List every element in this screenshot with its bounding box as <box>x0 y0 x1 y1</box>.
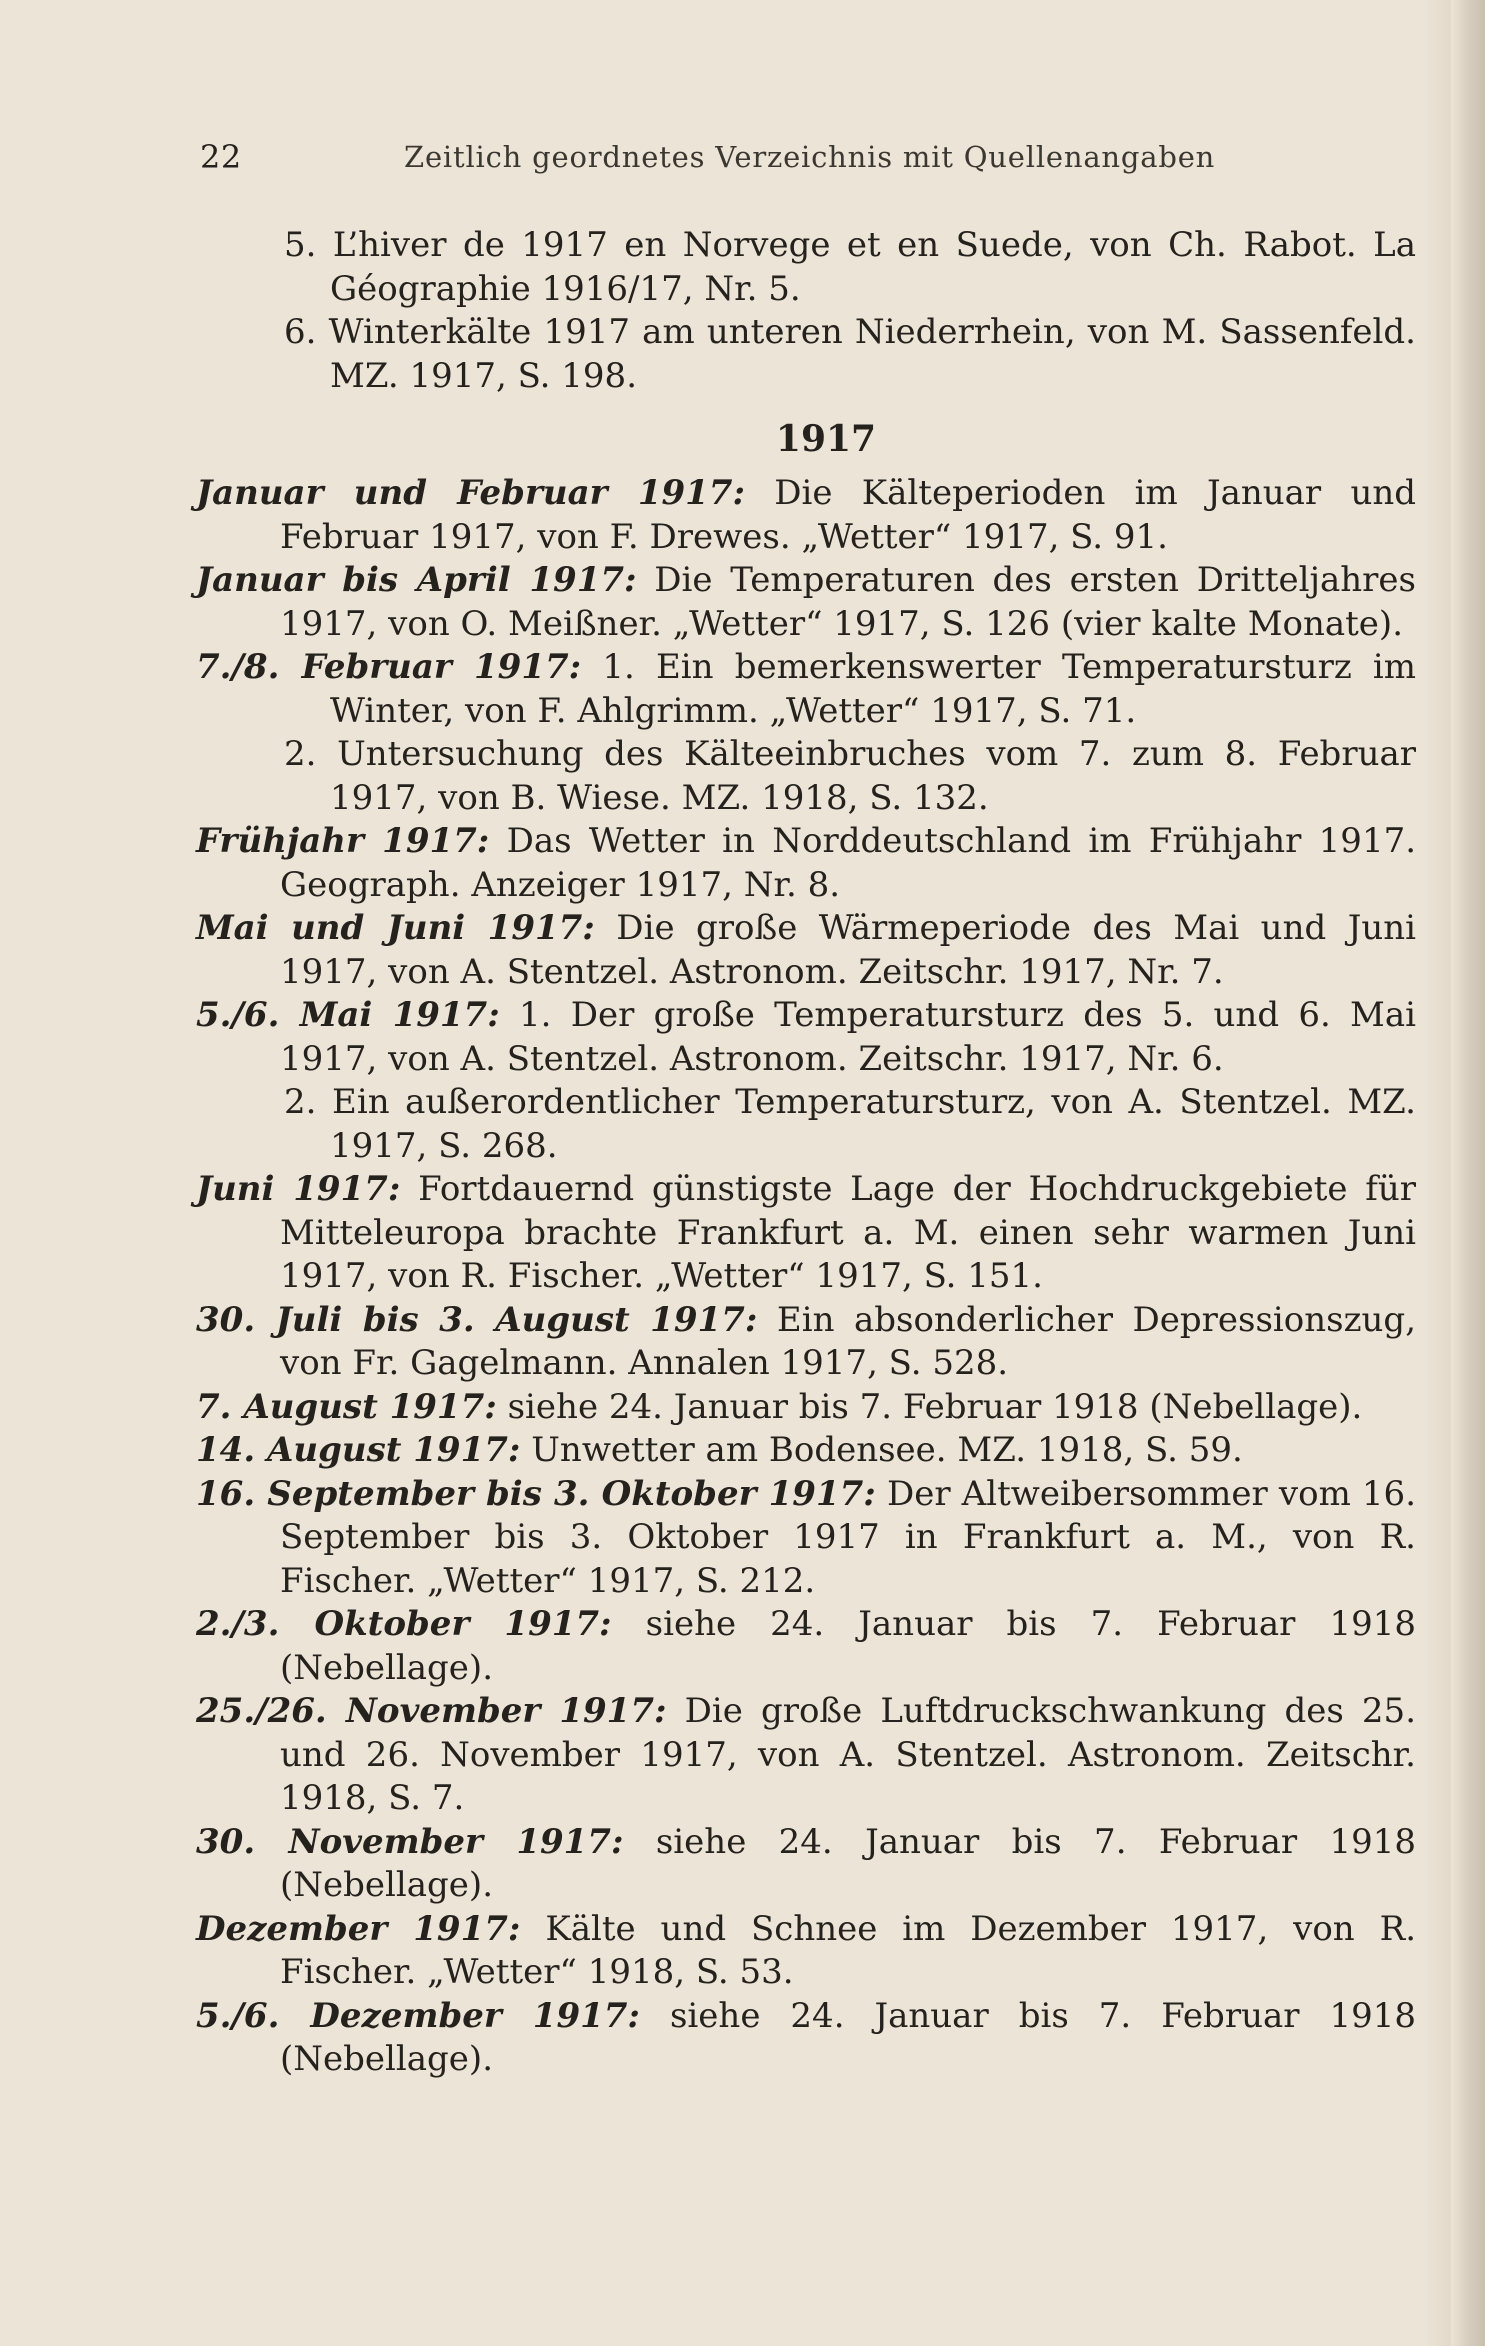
entry-text: siehe 24. Januar bis 7. Februar 1918 (Nebellage). <box>280 1604 1416 1688</box>
entry-text: Die Kälteperioden im Januar und Februar 1917, von F. Drewes. „Wetter“ 1917, S. 91. <box>280 473 1416 557</box>
entry <box>196 472 1416 559</box>
page-edge <box>1451 0 1485 2346</box>
entry-date: Januar und Februar 1917: <box>196 473 745 513</box>
entry-text: 1. Ein bemerkenswerter Temperatursturz im Winter, von F. Ahlgrimm. „Wetter“ 1917, S. 71. <box>330 647 1416 731</box>
entry <box>196 1081 1416 1168</box>
page-number: 22 <box>200 138 242 176</box>
entry <box>196 820 1416 907</box>
entry-date: Juni 1917: <box>196 1169 401 1209</box>
entry <box>196 1299 1416 1386</box>
running-head <box>200 138 1280 182</box>
header-title: Zeitlich geordnetes Verzeichnis mit Quellenangaben <box>404 140 1216 174</box>
entry-text: Unwetter am Bodensee. MZ. 1918, S. 59. <box>520 1430 1243 1470</box>
entry-date: 30. November 1917: <box>196 1821 624 1862</box>
entry-text: Die Temperaturen des ersten Dritteljahres 1917, von O. Meißner. „Wetter“ 1917, S. 126 (vier kalte Monate). <box>280 560 1417 644</box>
entry-date: 2./3. Oktober 1917: <box>196 1604 612 1644</box>
entry-date: Dezember 1917: <box>196 1908 521 1949</box>
entry <box>196 559 1416 646</box>
entry-date: 5./6. Mai 1917: <box>196 995 500 1035</box>
entry-text: Das Wetter in Norddeutschland im Frühjahr 1917. Geograph. Anzeiger 1917, Nr. 8. <box>280 821 1417 905</box>
entry-text: Fortdauernd günstigste Lage der Hochdruckgebiete für Mitteleuropa brachte Frankfurt a. M. einen sehr warmen Juni 1917, von R. Fischer. „Wetter“ 1917, S. 151. <box>280 1169 1416 1296</box>
entry-text: Der Altweibersommer vom 16. September bis 3. Oktober 1917 in Frankfurt a. M., von R. Fischer. „Wetter“ 1917, S. 212. <box>280 1473 1416 1601</box>
entry-text: 2. Untersuchung des Kälteeinbruches vom 7. zum 8. Februar 1917, von B. Wiese. MZ. 1918, S. 132. <box>284 734 1416 818</box>
entry-date: 7./8. Februar 1917: <box>196 647 582 687</box>
entry-date: 14. August 1917: <box>196 1430 521 1470</box>
text-block <box>196 224 1416 2082</box>
entry <box>196 1690 1416 1821</box>
entry <box>196 1168 1416 1299</box>
entry <box>196 1386 1416 1430</box>
item-text: 6. Winterkälte 1917 am unteren Niederrhein, von M. Sassenfeld. MZ. 1917, S. 198. <box>284 312 1416 396</box>
entry <box>196 1603 1416 1690</box>
entry-text: 1. Der große Temperatursturz des 5. und 6. Mai 1917, von A. Stentzel. Astronom. Zeitschr. 1917, Nr. 6. <box>280 995 1416 1079</box>
page-shadow <box>1421 0 1451 2346</box>
list-item <box>196 224 1416 311</box>
entry-date: 16. September bis 3. Oktober 1917: <box>196 1473 876 1514</box>
item-text: 5. L’hiver de 1917 en Norvege et en Suede, von Ch. Rabot. La Géographie 1916/17, Nr. 5. <box>284 225 1416 309</box>
entry-text: Kälte und Schnee im Dezember 1917, von R. Fischer. „Wetter“ 1918, S. 53. <box>280 1908 1416 1992</box>
entry <box>196 733 1416 820</box>
entry-text: Ein absonderlicher Depressionszug, von Fr. Gagelmann. Annalen 1917, S. 528. <box>280 1299 1416 1383</box>
entry <box>196 907 1416 994</box>
entry-text: siehe 24. Januar bis 7. Februar 1918 (Nebellage). <box>496 1386 1363 1427</box>
entry <box>196 1821 1416 1908</box>
entry-date: 25./26. November 1917: <box>196 1691 667 1731</box>
year-heading: 1917 <box>775 418 877 460</box>
list-item <box>196 311 1416 398</box>
entry-date: Mai und Juni 1917: <box>196 908 595 948</box>
entry-text: Die große Wärmeperiode des Mai und Juni 1917, von A. Stentzel. Astronom. Zeitschr. 1917, Nr. 7. <box>280 908 1416 992</box>
entry <box>196 994 1416 1081</box>
entry-text: 2. Ein außerordentlicher Temperatursturz, von A. Stentzel. MZ. 1917, S. 268. <box>284 1082 1416 1166</box>
entry-date: 5./6. Dezember 1917: <box>196 1995 640 2036</box>
entry <box>196 1429 1416 1473</box>
entry-date: 7. August 1917: <box>196 1386 497 1427</box>
entry-text: siehe 24. Januar bis 7. Februar 1918 (Nebellage). <box>280 1995 1417 2079</box>
entry <box>196 1473 1416 1604</box>
entry <box>196 1908 1416 1995</box>
entry-date: Januar bis April 1917: <box>196 560 637 600</box>
entry <box>196 646 1416 733</box>
entry-text: siehe 24. Januar bis 7. Februar 1918 (Nebellage). <box>280 1821 1416 1905</box>
entry-date: Frühjahr 1917: <box>196 821 490 861</box>
entry <box>196 1995 1416 2082</box>
entry-text: Die große Luftdruckschwankung des 25. und 26. November 1917, von A. Stentzel. Astronom. Zeitschr. 1918, S. 7. <box>280 1691 1416 1818</box>
entry-date: 30. Juli bis 3. August 1917: <box>196 1299 758 1340</box>
